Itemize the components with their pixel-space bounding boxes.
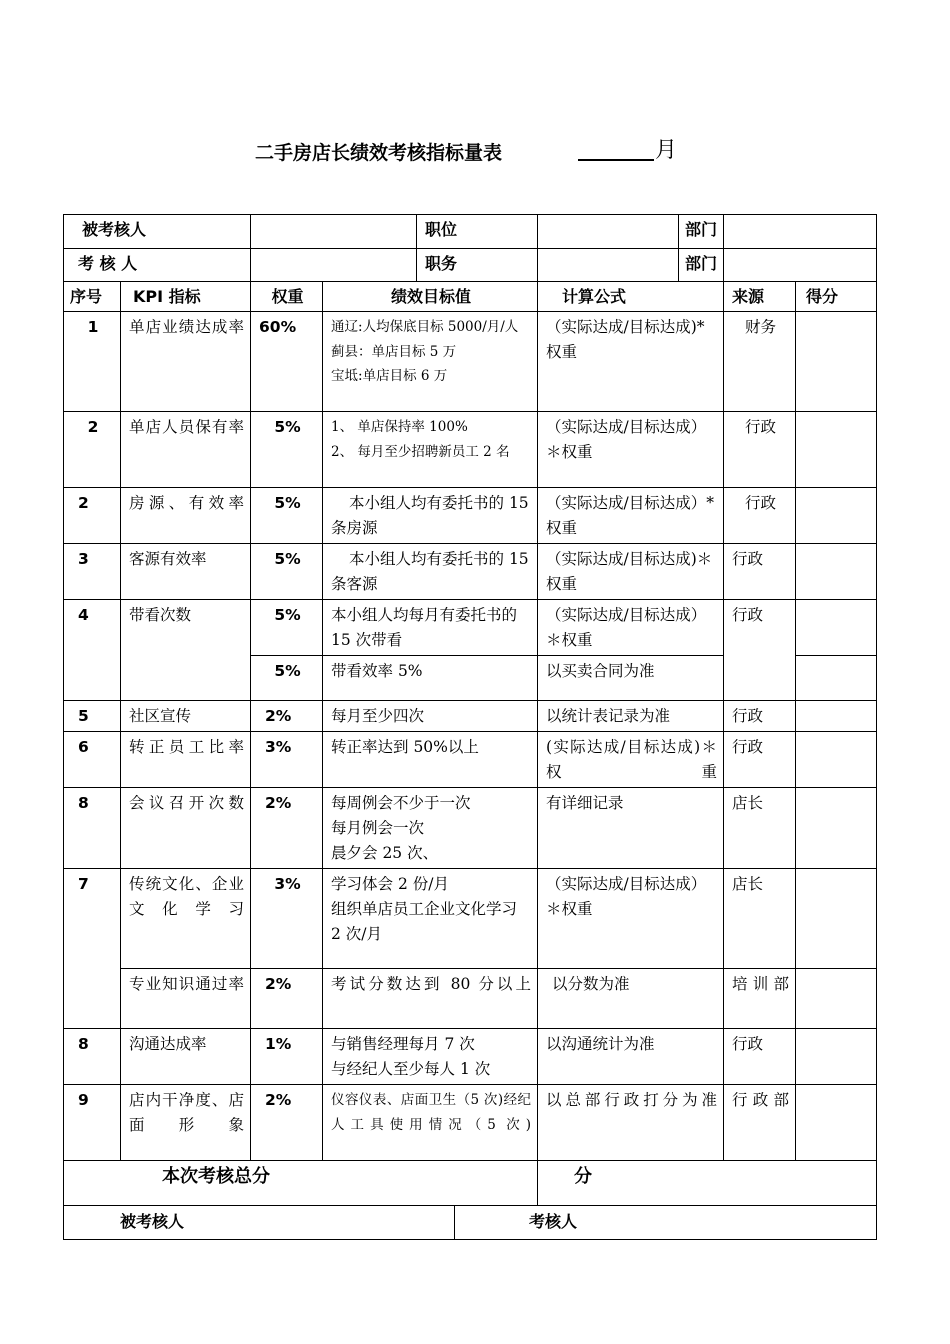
row-formula: 以买卖合同为准 <box>538 656 724 701</box>
row-formula: (实际达成/目标达成)＊权重 <box>538 732 724 788</box>
row-weight: 5% <box>251 412 323 488</box>
table-row <box>64 1085 877 1161</box>
row-target: 转正率达到 50%以上 <box>323 732 538 788</box>
row-source: 行政 <box>724 544 796 600</box>
table-row <box>64 544 877 600</box>
row-no: 9 <box>64 1085 121 1161</box>
row-score[interactable] <box>796 412 877 488</box>
row-weight: 3% <box>251 869 323 969</box>
assessee-signature-label: 被考核人 <box>120 1212 185 1231</box>
row-no: 6 <box>64 732 121 788</box>
row-target <box>323 869 538 969</box>
row-score[interactable] <box>796 544 877 600</box>
month-blank-line <box>578 159 654 161</box>
row-formula: 以沟通统计为准 <box>538 1029 724 1085</box>
row-source: 行政 <box>724 600 796 701</box>
row-source: 培训部 <box>724 969 796 1029</box>
row-source: 店长 <box>724 869 796 969</box>
row-score[interactable] <box>796 788 877 869</box>
row-score[interactable] <box>796 869 877 969</box>
col-score: 得分 <box>796 282 877 312</box>
col-source: 来源 <box>724 282 796 312</box>
target-line: 与经纪人至少每人 1 次 <box>331 1060 491 1078</box>
row-kpi: 单店人员保有率 <box>121 412 251 488</box>
row-no: 3 <box>64 544 121 600</box>
row-score[interactable] <box>796 656 877 701</box>
row-kpi: 房源、有效率 <box>121 488 251 544</box>
row-source: 行政 <box>724 412 796 488</box>
row-no: 8 <box>64 1029 121 1085</box>
row-formula: （实际达成/目标达成）＊权重 <box>538 600 724 656</box>
target-line: 每周例会不少于一次 <box>331 794 471 812</box>
row-score[interactable] <box>796 600 877 656</box>
total-label: 本次考核总分 <box>64 1161 538 1206</box>
row-no: 5 <box>64 701 121 732</box>
row-score[interactable] <box>796 1029 877 1085</box>
row-kpi: 店内干净度、店面形象 <box>121 1085 251 1161</box>
assessee-signature[interactable] <box>64 1206 455 1240</box>
info-row-1 <box>64 215 877 249</box>
target-line: 宝坻:单店目标 6 万 <box>331 368 448 384</box>
position-label: 职位 <box>425 220 458 239</box>
row-weight: 5% <box>251 488 323 544</box>
row-source: 行政 <box>724 488 796 544</box>
position-value[interactable] <box>538 215 679 248</box>
col-weight: 权重 <box>251 282 323 312</box>
signature-table <box>63 1205 877 1240</box>
target-line: 学习体会 2 份/月 <box>331 875 449 893</box>
assessor-signature-label: 考核人 <box>529 1212 578 1231</box>
row-weight: 5% <box>251 600 323 656</box>
info-row-2 <box>64 249 877 282</box>
row-target: 本小组人均每月有委托书的 15 次带看 <box>323 600 538 656</box>
row-weight: 5% <box>251 544 323 600</box>
person-label: 考 核 人 <box>78 254 138 273</box>
duty-field[interactable] <box>538 249 724 282</box>
row-target <box>323 788 538 869</box>
total-value-cell[interactable] <box>538 1161 877 1206</box>
table-row <box>64 788 877 869</box>
row-target: 本小组人均有委托书的 15 条房源 <box>323 488 538 544</box>
row-formula: 以总部行政打分为准 <box>538 1085 724 1161</box>
table-row <box>64 701 877 732</box>
col-formula: 计算公式 <box>538 282 724 312</box>
month-label: 月 <box>655 138 678 163</box>
target-line: 每月例会一次 <box>331 819 425 837</box>
column-header-row <box>64 282 877 312</box>
row-target: 本小组人均有委托书的 15 条客源 <box>323 544 538 600</box>
row-source: 行政 <box>724 701 796 732</box>
table-row <box>64 488 877 544</box>
row-source: 财务 <box>724 312 796 412</box>
row-no: 2 <box>64 412 121 488</box>
target-line: 蓟县：单店目标 5 万 <box>331 343 457 360</box>
total-row <box>64 1161 877 1206</box>
row-weight: 2% <box>251 1085 323 1161</box>
target-line: 2、 每月至少招聘新员工 2 名 <box>331 443 510 460</box>
dept-value[interactable] <box>724 215 877 249</box>
row-kpi: 客源有效率 <box>121 544 251 600</box>
row-weight: 2% <box>251 969 323 1029</box>
assessee-value[interactable] <box>251 215 417 248</box>
person-value[interactable] <box>251 249 417 281</box>
kpi-form <box>63 214 876 1240</box>
row-target <box>323 1029 538 1085</box>
person-field[interactable] <box>251 249 538 282</box>
table-row <box>64 412 877 488</box>
row-source: 行政 <box>724 732 796 788</box>
person-label-cell <box>64 249 251 282</box>
row-formula: 有详细记录 <box>538 788 724 869</box>
row-score[interactable] <box>796 488 877 544</box>
row-weight: 3% <box>251 732 323 788</box>
table-row <box>64 969 877 1029</box>
target-line: 与销售经理每月 7 次 <box>331 1035 475 1053</box>
row-no: 4 <box>64 600 121 701</box>
assessee-label: 被考核人 <box>82 220 147 239</box>
row-kpi: 转正员工比率 <box>121 732 251 788</box>
page-header <box>0 133 950 167</box>
page-title: 二手房店长绩效考核指标量表 <box>255 142 503 164</box>
row-weight: 5% <box>251 656 323 701</box>
row-score[interactable] <box>796 701 877 732</box>
row-formula: （实际达成/目标达成)＊权重 <box>538 544 724 600</box>
row-source: 店长 <box>724 788 796 869</box>
signature-row <box>64 1206 877 1240</box>
target-line: 晨夕会 25 次、 <box>331 844 439 862</box>
kpi-table <box>63 214 877 1206</box>
row-source: 行政 <box>724 1029 796 1085</box>
row-kpi: 沟通达成率 <box>121 1029 251 1085</box>
row-formula: （实际达成/目标达成）*权重 <box>538 488 724 544</box>
row-formula: （实际达成/目标达成）＊权重 <box>538 412 724 488</box>
row-kpi: 带看次数 <box>121 600 251 701</box>
col-no: 序号 <box>64 282 121 312</box>
row-no: 2 <box>64 488 121 544</box>
row-kpi: 会议召开次数 <box>121 788 251 869</box>
row-weight: 60% <box>251 312 323 412</box>
row-no: 1 <box>64 312 121 412</box>
target-line: 1、 单店保持率 100% <box>331 419 468 435</box>
row-weight: 1% <box>251 1029 323 1085</box>
table-row <box>64 312 877 412</box>
dept2-value[interactable] <box>724 249 877 282</box>
position-field[interactable] <box>538 215 724 249</box>
row-target <box>323 312 538 412</box>
dept-label: 部门 <box>685 220 718 239</box>
row-weight: 2% <box>251 788 323 869</box>
row-target: 考试分数达到 80 分以上 <box>323 969 538 1029</box>
row-kpi: 单店业绩达成率 <box>121 312 251 412</box>
row-target: 带看效率 5% <box>323 656 538 701</box>
target-line: 组织单店员工企业文化学习 2 次/月 <box>331 900 518 943</box>
row-score[interactable] <box>796 312 877 412</box>
duty-label: 职务 <box>425 254 458 273</box>
row-kpi: 专业知识通过率 <box>121 969 251 1029</box>
row-no: 8 <box>64 788 121 869</box>
row-target: 每月至少四次 <box>323 701 538 732</box>
row-kpi: 传统文化、企业文化学习 <box>121 869 251 969</box>
row-source: 行政部 <box>724 1085 796 1161</box>
total-unit: 分 <box>574 1166 593 1187</box>
dept2-label: 部门 <box>685 254 718 273</box>
assessor-signature[interactable] <box>455 1206 877 1240</box>
row-formula: （实际达成/目标达成）＊权重 <box>538 869 724 969</box>
row-weight: 2% <box>251 701 323 732</box>
row-kpi: 社区宣传 <box>121 701 251 732</box>
row-no: 7 <box>64 869 121 1029</box>
row-formula: 以分数为准 <box>538 969 724 1029</box>
row-score[interactable] <box>796 1085 877 1161</box>
col-target: 绩效目标值 <box>323 282 538 312</box>
duty-value[interactable] <box>538 249 679 281</box>
row-score[interactable] <box>796 969 877 1029</box>
row-formula: 以统计表记录为准 <box>538 701 724 732</box>
assessee-label-cell <box>64 215 251 249</box>
row-score[interactable] <box>796 732 877 788</box>
table-row <box>64 732 877 788</box>
assessee-field[interactable] <box>251 215 538 249</box>
table-row <box>64 600 877 656</box>
row-target: 仪容仪表、店面卫生（5 次)经纪人工具使用情况（5 次) <box>323 1085 538 1161</box>
table-row <box>64 869 877 969</box>
row-formula: （实际达成/目标达成)*权重 <box>538 312 724 412</box>
col-kpi: KPI 指标 <box>121 282 251 312</box>
row-target <box>323 412 538 488</box>
target-line: 通辽:人均保底目标 5000/月/人 <box>331 319 519 335</box>
table-row <box>64 1029 877 1085</box>
